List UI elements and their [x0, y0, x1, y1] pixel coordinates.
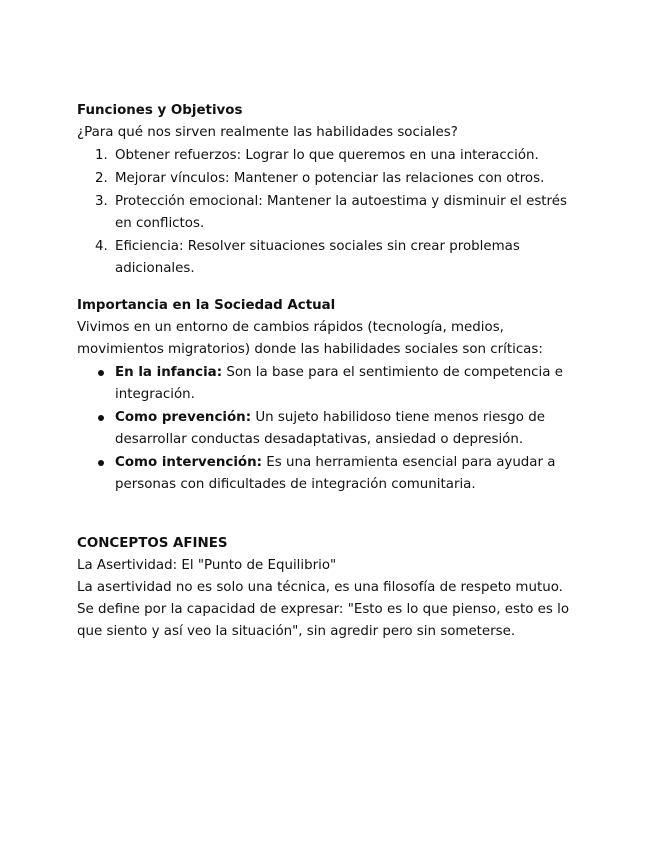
document-page — [77, 100, 582, 643]
list-item — [77, 236, 582, 280]
bullet-icon — [98, 460, 104, 466]
list-item — [77, 452, 582, 496]
list-item-text: Obtener refuerzos: Lograr lo que queremos en una interacción. — [115, 148, 539, 163]
list-item-text: Eficiencia: Resolver situaciones sociales sin crear problemas adicionales. — [115, 239, 520, 276]
list-item — [77, 168, 582, 190]
list-item — [77, 145, 582, 167]
list-item-text: Son la base para el sentimiento de competencia e integración. — [115, 365, 563, 402]
list-number: 3. — [95, 194, 108, 209]
list-item — [77, 362, 582, 406]
list-item-text: Mejorar vínculos: Mantener o potenciar las relaciones con otros. — [115, 171, 545, 186]
list-item-text: Es una herramienta esencial para ayudar a personas con dificultades de integración comunitaria. — [115, 455, 556, 492]
list-item-label: En la infancia: — [115, 365, 223, 380]
list-number: 1. — [95, 148, 108, 163]
list-item — [77, 407, 582, 451]
list-item-text: Un sujeto habilidoso tiene menos riesgo de desarrollar conductas desadaptativas, ansiedad o depresión. — [115, 410, 545, 447]
bullet-icon — [98, 370, 104, 376]
list-number: 2. — [95, 171, 108, 186]
funciones-intro: ¿Para qué nos sirven realmente las habilidades sociales? — [77, 125, 458, 140]
list-item-text: Protección emocional: Mantener la autoestima y disminuir el estrés en conflictos. — [115, 194, 567, 231]
list-item — [77, 191, 582, 235]
section-spacer — [77, 280, 582, 295]
list-number: 4. — [95, 239, 108, 254]
importancia-list — [77, 362, 582, 496]
list-item-label: Como prevención: — [115, 410, 252, 425]
bullet-icon — [98, 415, 104, 421]
section-heading-importancia: Importancia en la Sociedad Actual — [77, 298, 336, 313]
list-item-label: Como intervención: — [115, 455, 263, 470]
section-heading-funciones: Funciones y Objetivos — [77, 103, 243, 118]
funciones-list — [77, 145, 582, 280]
section-spacer — [77, 496, 582, 533]
conceptos-body: La asertividad no es solo una técnica, es una filosofía de respeto mutuo. Se define por la capacidad de expresar: "Esto es lo que pienso, esto es lo que siento y así veo la situación", sin agredir pero sin someterse. — [77, 580, 570, 639]
importancia-intro: Vivimos en un entorno de cambios rápidos (tecnología, medios, movimientos migratorios) donde las habilidades sociales son críticas: — [77, 320, 543, 357]
section-heading-conceptos: CONCEPTOS AFINES — [77, 536, 228, 551]
conceptos-subtitle: La Asertividad: El "Punto de Equilibrio" — [77, 558, 337, 573]
